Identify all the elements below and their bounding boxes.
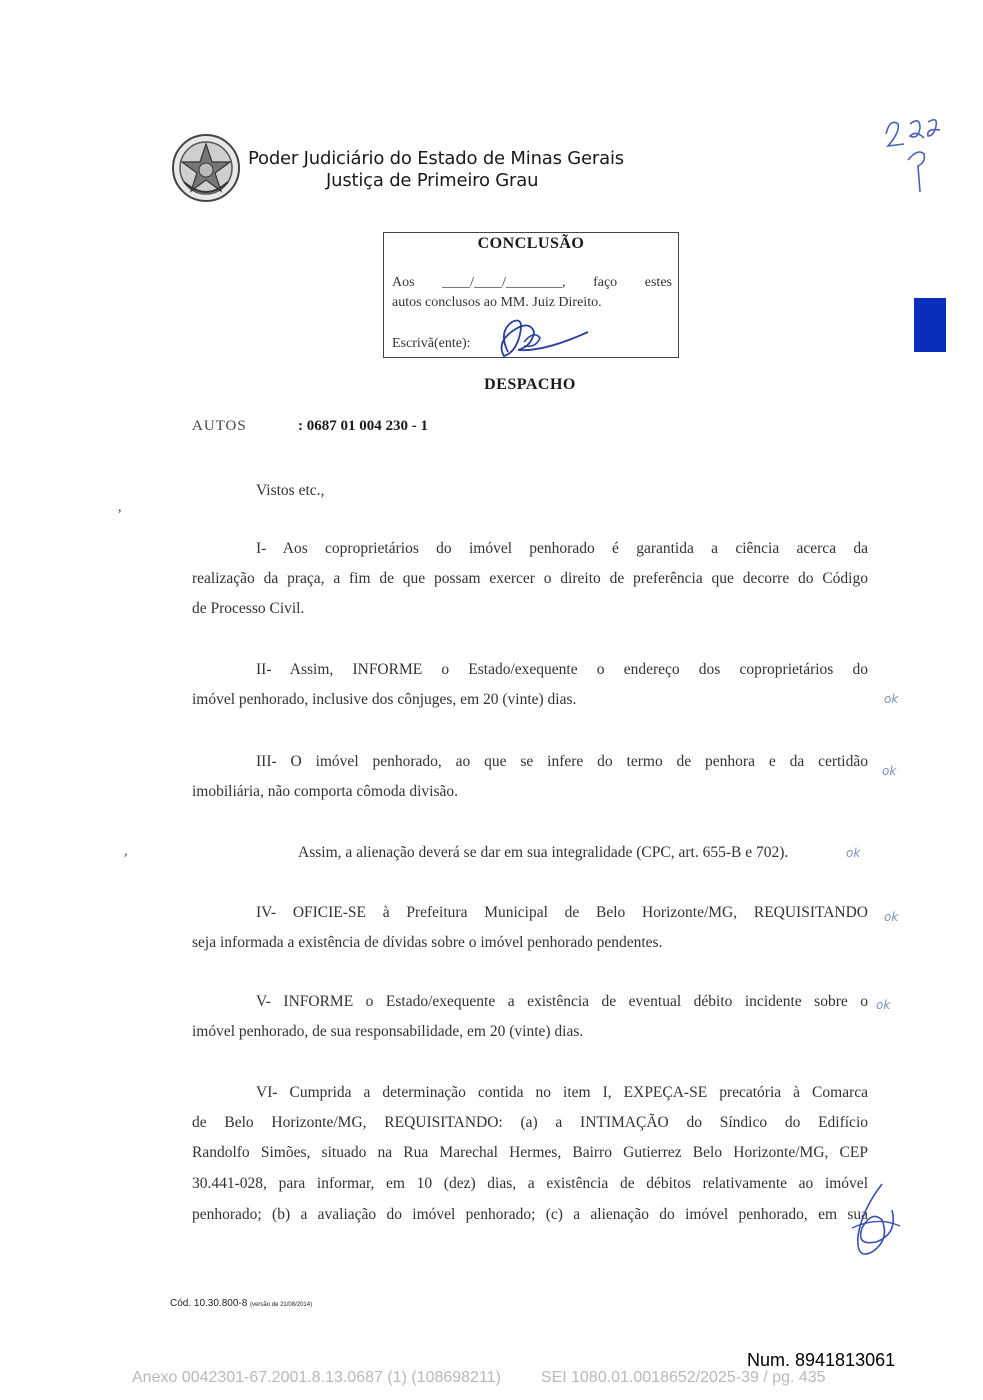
margin-check-mark: ok bbox=[882, 764, 897, 778]
margin-check-mark: ok bbox=[884, 910, 899, 924]
paragraph-line: imóvel penhorado, de sua responsabilidade, em 20 (vinte) dias. bbox=[192, 1023, 584, 1040]
paragraph-line: IV- OFICIE-SE à Prefeitura Municipal de Belo Horizonte/MG, REQUISITANDO bbox=[256, 904, 868, 921]
paragraph-line: penhorado; (b) a avaliação do imóvel penhorado; (c) a alienação do imóvel penhorado, em sua bbox=[192, 1206, 868, 1223]
conclusion-text-line: autos conclusos ao MM. Juiz Direito. bbox=[392, 295, 602, 310]
greeting: Vistos etc., bbox=[256, 482, 325, 499]
handwritten-folio-mark bbox=[880, 110, 950, 200]
paragraph-line: III- O imóvel penhorado, ao que se infere do termo de penhora e da certidão bbox=[256, 753, 868, 770]
paragraph-line: I- Aos coproprietários do imóvel penhorado é garantida a ciência acerca da bbox=[256, 540, 868, 557]
paragraph-line: V- INFORME o Estado/exequente a existência de eventual débito incidente sobre o bbox=[256, 993, 868, 1010]
paragraph-line: seja informada a existência de dívidas sobre o imóvel penhorado pendentes. bbox=[192, 934, 663, 951]
paragraph-line: imobiliária, não comporta cômoda divisão. bbox=[192, 783, 459, 800]
margin-check-mark: ok bbox=[846, 846, 861, 860]
document-number: Num. 8941813061 bbox=[747, 1350, 896, 1370]
autos-number: : 0687 01 004 230 - 1 bbox=[298, 418, 428, 434]
paragraph-line: realização da praça, a fim de que possam exercer o direito de preferência que decorre do Código bbox=[192, 570, 868, 587]
conclusion-title: CONCLUSÃO bbox=[477, 235, 585, 252]
coat-of-arms-icon bbox=[170, 132, 242, 204]
paragraph-line: Assim, a alienação deverá se dar em sua integralidade (CPC, art. 655-B e 702). bbox=[298, 844, 789, 861]
document-heading: DESPACHO bbox=[484, 376, 576, 393]
paragraph-line: VI- Cumprida a determinação contida no item I, EXPEÇA-SE precatória à Comarca bbox=[256, 1084, 868, 1101]
scan-speck: , bbox=[118, 500, 122, 515]
autos-label: AUTOS bbox=[192, 418, 247, 434]
clerk-label: Escrivã(ente): bbox=[392, 336, 471, 351]
blue-index-tab bbox=[914, 298, 946, 352]
margin-check-mark: ok bbox=[884, 692, 899, 706]
annex-stamp: Anexo 0042301-67.2001.8.13.0687 (1) (108698211) SEI 1080.01.0018652/2025-39 / pg. 435 bbox=[132, 1369, 826, 1386]
conclusion-date-line: Aos ____/____/________, faço estes bbox=[392, 275, 672, 290]
paragraph-line: de Belo Horizonte/MG, REQUISITANDO: (a) a INTIMAÇÃO do Síndico do Edifício bbox=[192, 1114, 868, 1131]
clerk-signature bbox=[494, 312, 594, 364]
handwritten-initials bbox=[842, 1180, 912, 1270]
paragraph-line: de Processo Civil. bbox=[192, 600, 305, 617]
court-name: Poder Judiciário do Estado de Minas Gerais bbox=[248, 148, 624, 169]
form-code: Cód. 10.30.800-8 (versão de 21/08/2014) bbox=[170, 1298, 313, 1309]
sei-stamp: SEI 1080.01.0018652/2025-39 / pg. 435 bbox=[540, 1369, 826, 1386]
scan-speck: , bbox=[124, 844, 128, 859]
paragraph-line: imóvel penhorado, inclusive dos cônjuges, em 20 (vinte) dias. bbox=[192, 691, 577, 708]
margin-check-mark: ok bbox=[876, 998, 891, 1012]
court-subtitle: Justiça de Primeiro Grau bbox=[326, 170, 539, 191]
paragraph-line: II- Assim, INFORME o Estado/exequente o endereço dos coproprietários do bbox=[256, 661, 868, 678]
form-version: (versão de 21/08/2014) bbox=[250, 1302, 313, 1308]
paragraph-line: Randolfo Simões, situado na Rua Marechal Hermes, Bairro Gutierrez Belo Horizonte/MG, CEP bbox=[192, 1144, 868, 1161]
paragraph-line: 30.441-028, para informar, em 10 (dez) dias, a existência de débitos relativamente ao imóvel bbox=[192, 1175, 868, 1192]
